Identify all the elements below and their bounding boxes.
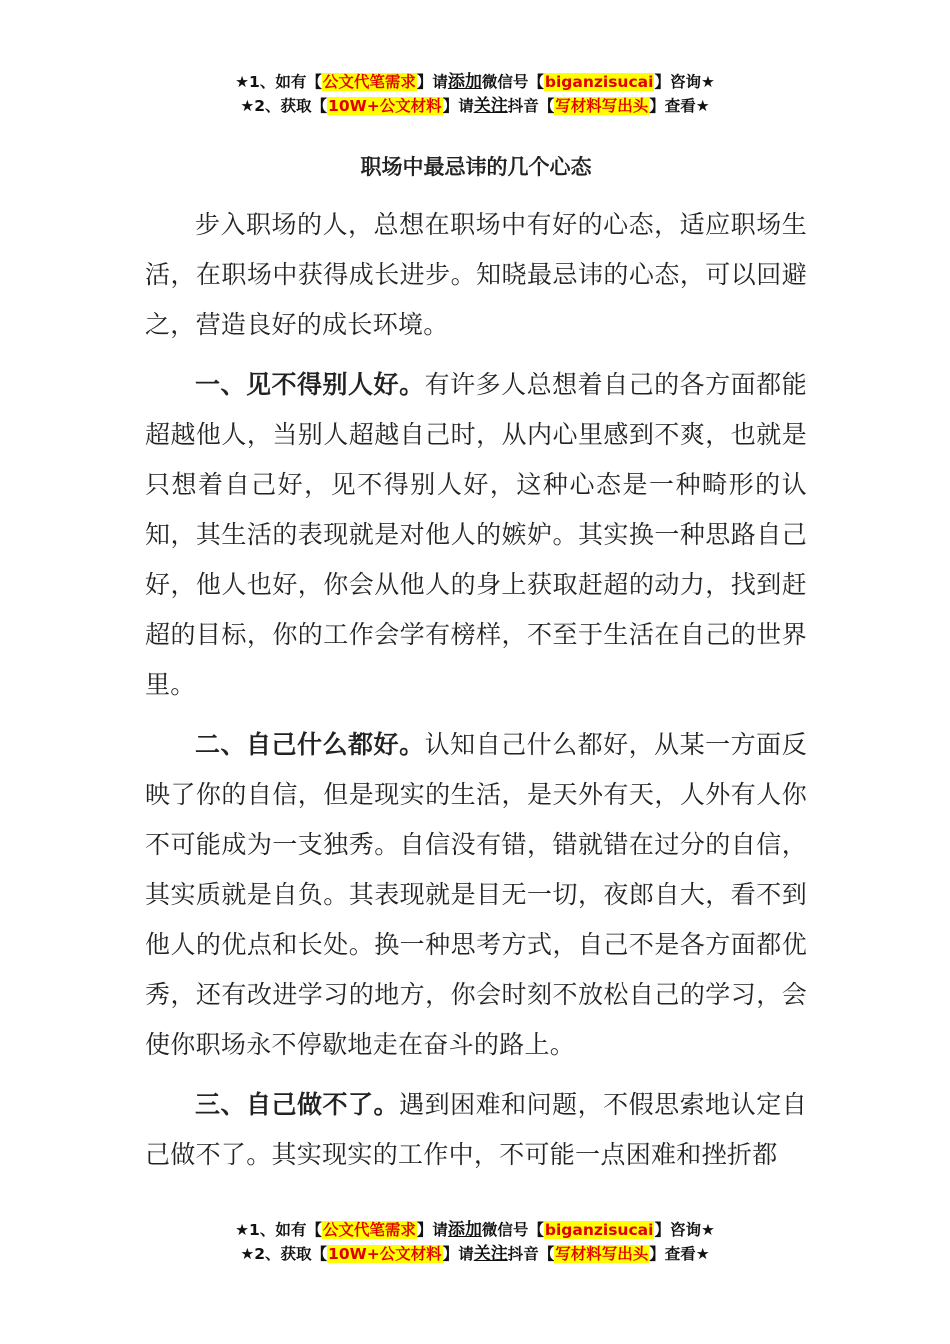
- header-banner: [0, 70, 950, 118]
- banner-line-2: [0, 94, 950, 118]
- banner-highlight: 公文代笔需求: [322, 73, 416, 91]
- banner-emphasis: 添加: [447, 1220, 482, 1240]
- banner-highlight: 10W+公文材料: [328, 1245, 442, 1263]
- section-paragraph: [145, 360, 807, 710]
- banner-text: 微信号【: [481, 1221, 544, 1239]
- document-title: 职场中最忌讳的几个心态: [360, 155, 592, 179]
- section-paragraph: [145, 1080, 807, 1180]
- banner-emphasis: 关注: [473, 96, 508, 116]
- section-heading: 三、自己做不了。: [195, 1090, 400, 1119]
- banner-highlight: 公文代笔需求: [322, 1221, 416, 1239]
- section-paragraph: [145, 720, 807, 1070]
- banner-text: 抖音【: [507, 97, 555, 115]
- footer-banner: [0, 1218, 950, 1266]
- banner-line-1: [0, 1218, 950, 1242]
- banner-text: 】请: [416, 73, 448, 91]
- banner-text: ★2、获取【: [240, 1245, 328, 1263]
- document-body: [145, 152, 807, 1190]
- banner-text: 】咨询★: [654, 1221, 715, 1239]
- banner-emphasis: 添加: [447, 72, 482, 92]
- banner-text: 】请: [442, 1245, 474, 1263]
- banner-text: 抖音【: [507, 1245, 555, 1263]
- banner-highlight: biganzisucai: [544, 73, 654, 91]
- section-text: 有许多人总想着自己的各方面都能超越他人，当别人超越自己时，从内心里感到不爽，也就是只想着自己好，见不得别人好，这种心态是一种畸形的认知，其生活的表现就是对他人的嫉妒。其实换一种思路自己好，他人也好，你会从他人的身上获取赶超的动力，找到赶超的目标，你的工作会学有榜样，不至于生活在自己的世界里。: [145, 370, 807, 699]
- intro-paragraph: 步入职场的人，总想在职场中有好的心态，适应职场生活，在职场中获得成长进步。知晓最忌讳的心态，可以回避之，营造良好的成长环境。: [145, 210, 807, 339]
- banner-emphasis: 关注: [473, 1244, 508, 1264]
- banner-text: 】查看★: [649, 97, 710, 115]
- banner-line-2: [0, 1242, 950, 1266]
- section-heading: 二、自己什么都好。: [195, 730, 425, 759]
- banner-text: ★2、获取【: [240, 97, 328, 115]
- banner-text: ★1、如有【: [235, 1221, 322, 1239]
- section-text: 认知自己什么都好，从某一方面反映了你的自信，但是现实的生活，是天外有天，人外有人你不可能成为一支独秀。自信没有错，错就错在过分的自信，其实质就是自负。其表现就是目无一切，夜郎自大，看不到他人的优点和长处。换一种思考方式，自己不是各方面都优秀，还有改进学习的地方，你会时刻不放松自己的学习，会使你职场永不停歇地走在奋斗的路上。: [145, 730, 807, 1059]
- banner-text: 】请: [416, 1221, 448, 1239]
- banner-text: 】查看★: [649, 1245, 710, 1263]
- banner-text: 微信号【: [481, 73, 544, 91]
- banner-highlight: 写材料写出头: [555, 97, 649, 115]
- banner-text: 】咨询★: [654, 73, 715, 91]
- section-text: 遇到困难和问题，不假思索地认定自己做不了。其实现实的工作中，不可能一点困难和挫折都: [145, 1090, 807, 1169]
- section-heading: 一、见不得别人好。: [195, 370, 425, 399]
- banner-highlight: 写材料写出头: [555, 1245, 649, 1263]
- banner-highlight: 10W+公文材料: [328, 97, 442, 115]
- banner-highlight: biganzisucai: [544, 1221, 654, 1239]
- banner-line-1: [0, 70, 950, 94]
- banner-text: 】请: [442, 97, 474, 115]
- banner-text: ★1、如有【: [235, 73, 322, 91]
